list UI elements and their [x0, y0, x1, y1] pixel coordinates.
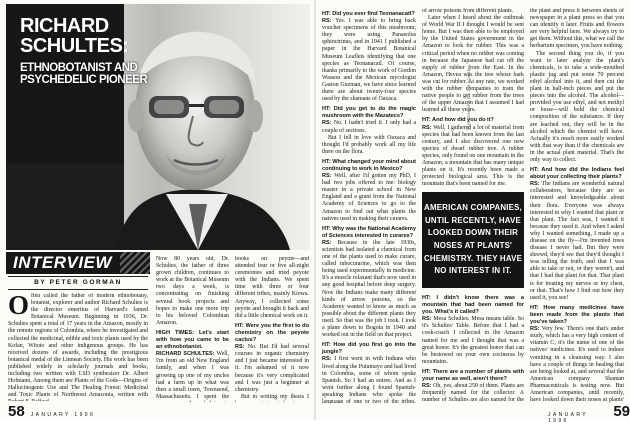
intro-text: ften called the father of modern ethnobotany, botanist, explorer and author Richard Schultes is the director emeritus of Harvard's famed Botanical Museum. Beginning in 1936, Dr. Schultes spent a total of 17 years in the Amazon, mostly in the remote regions of Colombia, where he investigated and collected the medicinal, edible and toxic plants used by the Kofan, Witoto and other indigenous groups. He has received dozens of awards, including the prestigious botanical medal of the Linnean Society. His work has been published widely in scholarly journals and books, including two written with LSD synthesizer Dr. Albert Hofmann, Among them are Plants of the Gods—Origins of Hallucinogenic Use and The Healing Forest: Medicinal and Toxic Plants of Northwest Amazonia, written with	[8, 293, 148, 399]
body-paragraph: But in writing my thesis I	[241, 393, 309, 400]
page-number-left: 58	[8, 403, 25, 420]
body-paragraph: Now 80 years old, Dr. Schultes, the father of three grown children, continues to work at the Botanical Museum two days a week, is concentrating on finishing several book projects and hopes to make one more trip to his beloved Colombian Amazon.	[156, 256, 229, 326]
interview-question: HT: Did you get to do the magic mushroom with the Mazatecs?	[322, 106, 416, 120]
answer-text: Oh, yes, about 250 of them. Plants are frequently named for the collector. A number of Schultes are also named for the	[422, 383, 524, 403]
interview-answer	[530, 181, 624, 302]
interview-question: HT: Why was the National Academy of Sciences interested in curares?	[322, 225, 416, 239]
section-banner	[6, 252, 150, 274]
page-number-right: 59	[613, 403, 630, 420]
body-paragraph: the plant and press it between sheets of newspaper in a plant press so that you can identify it later. Fruits and flowers are very helpful here. We always try to get them. Without this, what we call the herbarium specimen, you have nothing.	[530, 8, 624, 50]
headline-title: RICHARD SCHULTES:	[20, 15, 129, 57]
folio-left	[8, 405, 95, 419]
interview-answer	[322, 18, 416, 103]
speaker-label: RS:	[422, 316, 434, 323]
section-label: INTERVIEW	[13, 253, 112, 272]
speaker-label: RICHARD SCHULTES:	[156, 351, 217, 358]
intro-dropcap: O	[8, 293, 30, 320]
answer-text: I first went in with Indians who lived along the Putumayo and had lived in Colombia, some of whom spoke Spanish. So I had an entree. And as I went further along I found Spanish-speaking Indians who spoke the language of one or two of the tribes,	[322, 356, 416, 403]
column-left-mid	[156, 256, 229, 402]
interview-question: HT: How many medicines have been made from the plants that you've taken?	[530, 304, 624, 326]
pull-quote	[422, 192, 524, 288]
byline: BY PETER GORMAN	[34, 279, 122, 286]
answer-text: The Indians are wonderful natural collaborators, because they are so interested and knowledgeable about their flora. Everyone was always interested in why I wanted that plant or that plant. The fact was, I wanted it because they used it. And when I asked why I wanted something, I made up a disease on the fly—I'm invented trees disease I never had. But they were shrewd, they'd see that they'd thought I was telling the truth, and that I was able to take or not, or they weren't, and that I had that plant for that. That plant is for treating my nerves or my chest, or that. That's how I find out how they used it, you see!	[530, 181, 624, 301]
intro-column	[8, 293, 148, 401]
body-paragraph: Later when I heard about the outbreak of World War II I thought I would be sent home. But I was then able to be employed by the United States government in the Amazon to look for rubber. This was a critical period when no rubber was coming in because the Japanese had cut off the supply of rubber from the East. In the Amazon, Hevea was the tree whose bark was cut for rubber. At any rate, we worked with the rubber companies to train the native people to get rubber from the trees of the upper Amazon that I assumed I had learned all these years.	[422, 15, 524, 114]
interview-question: HIGH TIMES: Let's start with how you came to be an ethnobotanist.	[156, 329, 229, 351]
article-headline	[20, 16, 170, 87]
speaker-label: RS:	[322, 356, 335, 363]
speaker-label: RS:	[322, 239, 338, 246]
interview-answer	[322, 356, 416, 403]
speaker-label: RS:	[422, 124, 434, 131]
column-right-second-top	[422, 8, 524, 188]
answer-text: Very few. There's one that's under study, which has a very high content of vitamin C; it's the name of one of the natives' medicines. It's used to induce vomiting in a cleansing way. I also have a couple of things in healing that are being looked at, and several that the American company Shaman Pharmaceuticals is testing now. But American companies, until recently, have looked down their noses at plants'	[530, 326, 624, 403]
answer-text: Mesa Schultes. Mesa means table. So it's Schultes' Table. Before that I had a cook-coach I collected in the Amazon named for me and I thought that was a great honor. It's the greatest honor that can be bestowed on your own cocineras by mountains.	[422, 316, 524, 365]
interview-answer	[322, 240, 416, 339]
speaker-label: RS:	[322, 173, 335, 180]
interview-answer	[422, 125, 524, 189]
issue-date-right: JANUARY 1996	[548, 412, 588, 424]
folio-right	[548, 405, 630, 424]
speaker-label: RS:	[530, 326, 542, 333]
byline-rule-top	[8, 276, 148, 277]
interview-question: HT: How did you first go into the jungle?	[322, 342, 416, 356]
interview-answer	[235, 344, 309, 394]
interview-answer	[322, 173, 416, 223]
interview-question: HT: And how did you do it?	[422, 117, 494, 124]
byline-rule-bottom	[8, 289, 148, 290]
column-left-right	[235, 256, 309, 402]
answer-text: Well, I gathered a lot of material from species that had been known from the last century, and I also discovered one new species of dwarf rubber tree. A rubber species, only found on one mountain in the Amazon, a mountain that has many unique plants on it. It's recently been made a protected biological area. This is the mountain that's been named for me.	[422, 124, 524, 188]
issue-date-left: JANUARY 1996	[30, 412, 96, 418]
speaker-label: RS:	[235, 344, 248, 351]
interview-question: HT: I didn't know there was a mountain that had been named for you. What's it called?	[422, 295, 524, 316]
interview-answer	[156, 351, 229, 402]
column-right-first	[322, 8, 416, 403]
photo-credit: PHOTOGRAPH BY TIM LOGAN	[467, 68, 471, 130]
answer-text: No. I hadn't tried it. I only had a couple of sections.	[322, 120, 416, 134]
speaker-label: RS:	[422, 383, 434, 390]
interview-answer	[422, 383, 524, 403]
interview-question: HT: And how did the Indians feel about your collecting their plants?	[530, 167, 624, 181]
answer-text: Well, after I'd gotten my PhD, I had two jobs offered to me: biology master in a private school in New England and a grant from the National Academy of Sciences to go to the Amazon to find out what plants the natives used in making their curares.	[322, 173, 416, 222]
interview-answer	[530, 326, 624, 403]
interview-question: HT: Were you the first to do chemistry on the peyote cactus?	[235, 322, 309, 344]
speaker-label: RS:	[322, 120, 334, 127]
interview-answer	[322, 120, 416, 134]
column-right-second-bottom	[422, 292, 524, 403]
interview-question: HT: Did you ever find Teonanacatl?	[322, 11, 415, 17]
answer-text: Yes. I was able to bring back voucher specimens of this mushroom; they were using Panaeolus sphinctrinus, and in 1941 I published a paper in the Harvard Botanical Museum Leaflets identifying that one species as Teonanacatl. Of course, thanks primarily to the work of Gordon Wasson and the Mexican mycologist Gaston Guzman, we have since learned there are about twenty-four species used by the shamans of Oaxaca.	[322, 18, 416, 103]
body-paragraph: books on peyote—and attended four or five all-night ceremonies and tried peyote with the Indians. We spent time with three or four different tribes, mainly Kiowa. Anyway, I collected some peyote and brought it back and did a little chemical work on it.	[235, 256, 309, 319]
pull-quote-text: AMERICAN COMPANIES, UNTIL RECENTLY, HAVE LOOKED DOWN THEIR NOSES AT PLANTS' CHEMISTRY. THEY HAVE NO INTEREST IN IT.	[423, 203, 523, 276]
answer-text: No. But I'd had several courses in organic chemistry and I just became interested in it. I'm ashamed of it now because it's very complicated and I was just a beginner at chemistry.	[235, 344, 309, 393]
interview-answer	[422, 316, 524, 366]
speaker-label: RS:	[322, 18, 336, 25]
speaker-label: RS:	[530, 181, 542, 188]
portrait-photo	[6, 4, 310, 250]
body-paragraph: The second thing you do, if you want to later analyze the plant's chemicals, is to take a wide-mouthed plastic jug and put some 70 percent ethyl alcohol into it, and then cut the plant in half-inch pieces and put the pieces into the alcohol. The alcohol—provided you use ethyl, and not methyl or loose—will hold the chemical composition of the substance. If they are leached out, they will be in the alcohol which the chemist will have. Actually it's much more easily worked with that way than if the chemicals are in the actual plant material. That's the only way to collect.	[530, 50, 624, 163]
page-gutter	[314, 0, 316, 420]
photo-caption: DR. RICHARD SCHULTES AT 80.	[16, 242, 95, 247]
body-paragraph: But I fell in love with Oaxaca and thought I'd probably work all my life there on the flora.	[322, 134, 416, 155]
body-paragraph: of arrow poisons from different plants.	[422, 8, 514, 14]
interview-question: HT: What changed your mind about continuing to work in Mexico?	[322, 158, 416, 172]
headline-subtitle: ETHNOBOTANIST AND PSYCHEDELIC PIONEER	[20, 62, 148, 87]
interview-question: HT: There are a number of plants with your name as well, aren't there?	[422, 368, 524, 383]
banner-stripes	[120, 252, 150, 274]
answer-text: Well, I'm from an old New England family, and when I was growing up one of my uncles had a farm up in what was then a small town, Townsend, Massachusetts. I spent the	[156, 351, 229, 400]
column-right-third	[530, 8, 624, 403]
answer-text: Because in the late 1930s, scientists had isolated a chemical from one of the plants used to make curare, called tubocurarine, which was then being used experimentally in medicine. It's a muscle relaxant that's now used in any good hospital before deep surgery. Now the Indians make many different kinds of arrow poisons, so the Academy wanted to know as much as possible about the different plants they used. So that was the job I took. I took a plane down to Bogota in 1940 and worked out in the field on that project.	[322, 239, 416, 339]
